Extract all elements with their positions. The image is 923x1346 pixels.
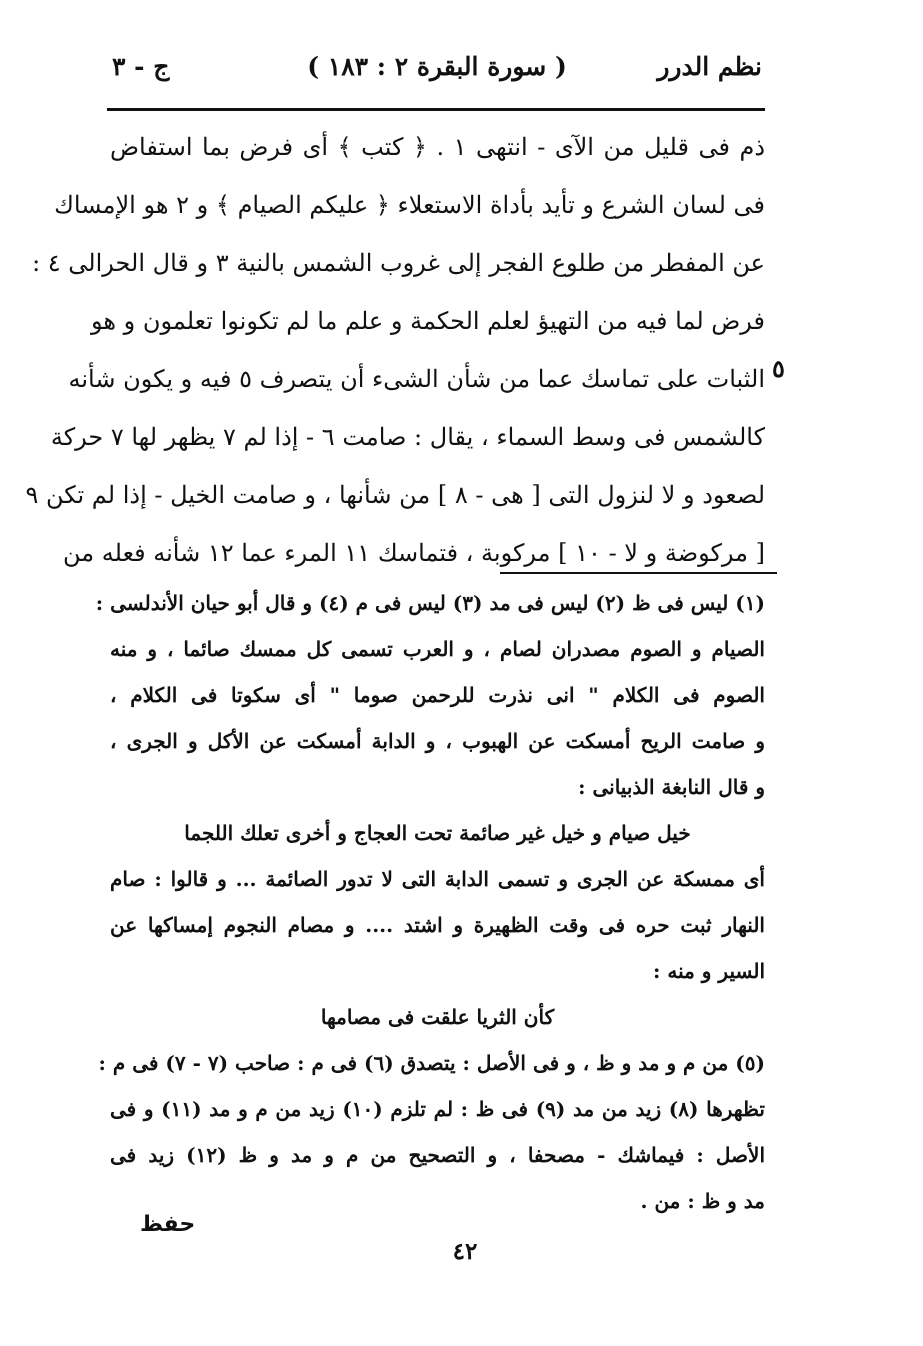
main-text-line: فرض لما فيه من التهيؤ لعلم الحكمة و علم ما لم تكونوا تعلمون و هو: [90, 307, 765, 335]
margin-line-number: ٥: [772, 354, 785, 383]
footnotes: [95, 580, 766, 1224]
header-rule: [107, 108, 765, 111]
footnote-line: (١) ليس فى ظ (٢) ليس فى مد (٣) ليس فى م (٤) و قال أبو حيان الأندلسى :: [95, 591, 765, 615]
footnote-separator: [500, 572, 777, 574]
poem-verse: خيل صيام و خيل غير صائمة تحت العجاج و أخرى تعلك اللجما: [184, 821, 691, 845]
footnote-line: (٥) من م و مد و ظ ، و فى الأصل : يتصدق (٦) فى م : صاحب (٧ - ٧) فى م :: [98, 1051, 765, 1075]
main-text-line: [ مركوضة و لا - ١٠ ] مركوبة ، فتماسك ١١ المرء عما ١٢ شأنه فعله من: [63, 539, 765, 567]
footnote-line: الصيام و الصوم مصدران لصام ، و العرب تسمى كل ممسك صائما ، و منه: [110, 637, 765, 661]
main-text-line: كالشمس فى وسط السماء ، يقال : صامت ٦ - إذا لم ٧ يظهر لها ٧ حركة: [50, 423, 765, 451]
footnote-line: تظهرها (٨) زيد من مد (٩) فى ظ : لم تلزم (١٠) زيد من م و مد (١١) و فى: [110, 1097, 766, 1121]
footnote-line: و قال النابغة الذبيانى :: [578, 775, 765, 799]
signature-mark: حفظ: [140, 1212, 196, 1237]
footnote-line: النهار ثبت حره فى وقت الظهيرة و اشتد .... و مصام النجوم إمساكها عن: [110, 913, 765, 937]
footnote-line: الصوم فى الكلام " انى نذرت للرحمن صوما " أى سكوتا فى الكلام ،: [110, 683, 765, 707]
main-text: [25, 118, 766, 582]
main-text-line: الثبات على تماسك عما من شأن الشىء أن يتصرف ٥ فيه و يكون شأنه: [68, 365, 765, 393]
main-text-line: عن المفطر من طلوع الفجر إلى غروب الشمس بالنية ٣ و قال الحرالى ٤ :: [32, 249, 765, 277]
footnote-line: السير و منه :: [653, 959, 765, 983]
running-header: [112, 52, 762, 92]
main-text-line: فى لسان الشرع و تأيد بأداة الاستعلاء ﴿ عليكم الصيام ﴾ و ٢ هو الإمساك: [54, 191, 765, 219]
book-title: نظم الدرر: [657, 52, 762, 81]
footnote-line: مد و ظ : من .: [640, 1189, 765, 1213]
footnote-line: و صامت الريح أمسكت عن الهبوب ، و الدابة أمسكت عن الأكل و الجرى ،: [110, 729, 765, 753]
poem-verse: كأن الثريا علقت فى مصامها: [320, 1005, 555, 1029]
main-text-line: ذم فى قليل من الآى - انتهى ١ . ﴿ كتب ﴾ أى فرض بما استفاض: [110, 133, 766, 161]
page-number: ٤٢: [452, 1238, 478, 1265]
footnote-line: أى ممسكة عن الجرى و تسمى الدابة التى لا تدور الصائمة ... و قالوا : صام: [110, 867, 765, 891]
surah-reference: ( سورة البقرة ٢ : ١٨٣ ): [307, 52, 567, 81]
main-text-line: لصعود و لا لنزول التى [ هى - ٨ ] من شأنها ، و صامت الخيل - إذا لم تكن ٩: [25, 481, 765, 509]
volume-number: ج - ٣: [112, 52, 170, 81]
footnote-line: الأصل : فيماشك - مصحفا ، و التصحيح من م و مد و ظ (١٢) زيد فى: [110, 1143, 766, 1167]
